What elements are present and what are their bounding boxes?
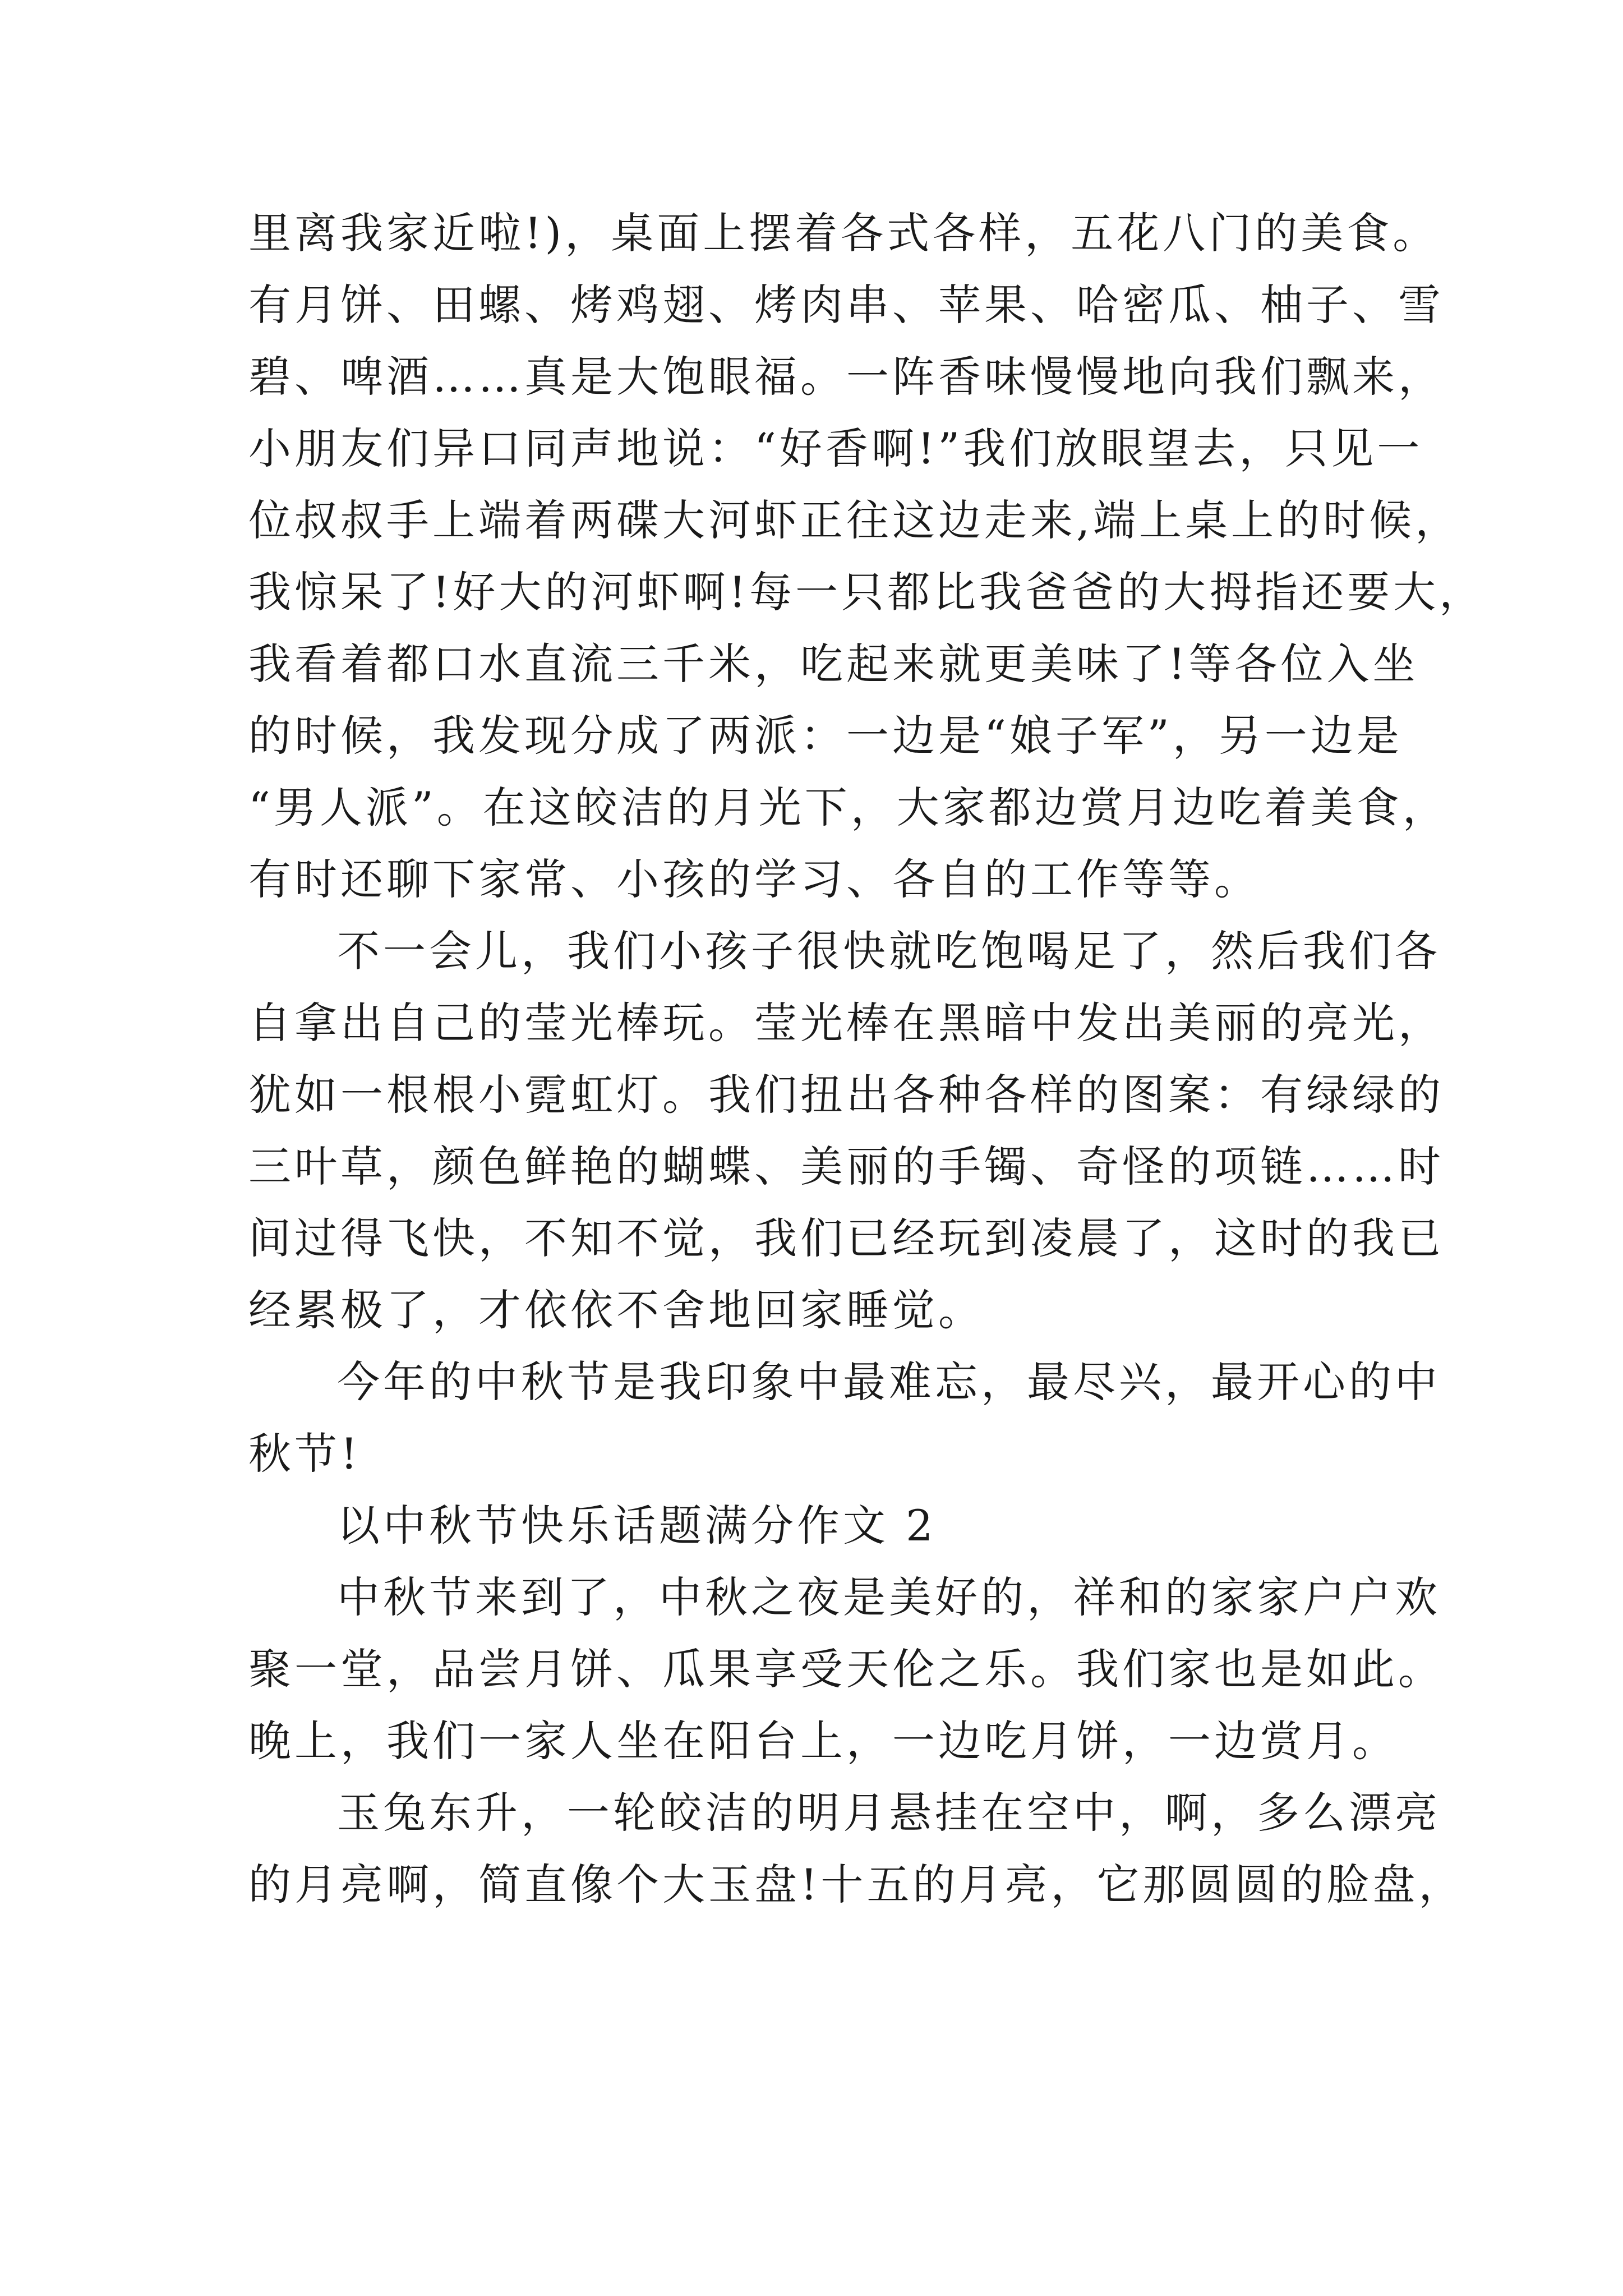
text-line: 的月亮啊，简直像个大玉盘!十五的月亮，它那圆圆的脸盘， [248,1860,1465,1910]
text-line: 自拿出自己的莹光棒玩。莹光棒在黑暗中发出美丽的亮光， [248,998,1444,1048]
text-line: “男人派”。在这皎洁的月光下，大家都边赏月边吃着美食， [248,783,1449,832]
text-line: 间过得飞快，不知不觉，我们已经玩到凌晨了，这时的我已 [248,1213,1444,1263]
text-line: 三叶草，颜色鲜艳的蝴蝶、美丽的手镯、奇怪的项链……时 [248,1142,1444,1191]
paragraph-start-line: 不一会儿，我们小孩子很快就吃饱喝足了，然后我们各 [337,926,1441,976]
text-line: 有月饼、田螺、烤鸡翅、烤肉串、苹果、哈密瓜、柚子、雪 [248,280,1444,330]
text-line: 碧、啤酒……真是大饱眼福。一阵香味慢慢地向我们飘来， [248,352,1444,402]
text-line: 我惊呆了!好大的河虾啊!每一只都比我爸爸的大拇指还要大， [248,567,1486,617]
text-line: 有时还聊下家常、小孩的学习、各自的工作等等。 [248,854,1260,904]
paragraph-start-line: 玉兔东升，一轮皎洁的明月悬挂在空中，啊，多么漂亮 [337,1788,1441,1838]
text-line: 晚上，我们一家人坐在阳台上，一边吃月饼，一边赏月。 [248,1716,1398,1766]
section-heading: 以中秋节快乐话题满分作文 2 [337,1501,937,1550]
paragraph-start-line: 中秋节来到了，中秋之夜是美好的，祥和的家家户户欢 [337,1572,1441,1622]
text-line: 经累极了，才依依不舍地回家睡觉。 [248,1285,984,1335]
text-line: 秋节! [248,1429,361,1479]
text-line: 的时候，我发现分成了两派：一边是“娘子军”，另一边是 [248,711,1403,761]
paragraph-start-line: 今年的中秋节是我印象中最难忘，最尽兴，最开心的中 [337,1357,1441,1407]
text-line: 犹如一根根小霓虹灯。我们扭出各种各样的图案：有绿绿的 [248,1070,1444,1120]
text-line: 里离我家近啦!)，桌面上摆着各式各样，五花八门的美食。 [248,208,1439,258]
text-line: 小朋友们异口同声地说：“好香啊!”我们放眼望去，只见一 [248,424,1423,473]
text-line: 聚一堂，品尝月饼、瓜果享受天伦之乐。我们家也是如此。 [248,1644,1444,1694]
text-line: 我看着都口水直流三千米，吃起来就更美味了!等各位入坐 [248,639,1419,689]
essay-body [248,197,1486,1921]
text-line: 位叔叔手上端着两碟大河虾正往这边走来,端上桌上的时候， [248,495,1461,545]
